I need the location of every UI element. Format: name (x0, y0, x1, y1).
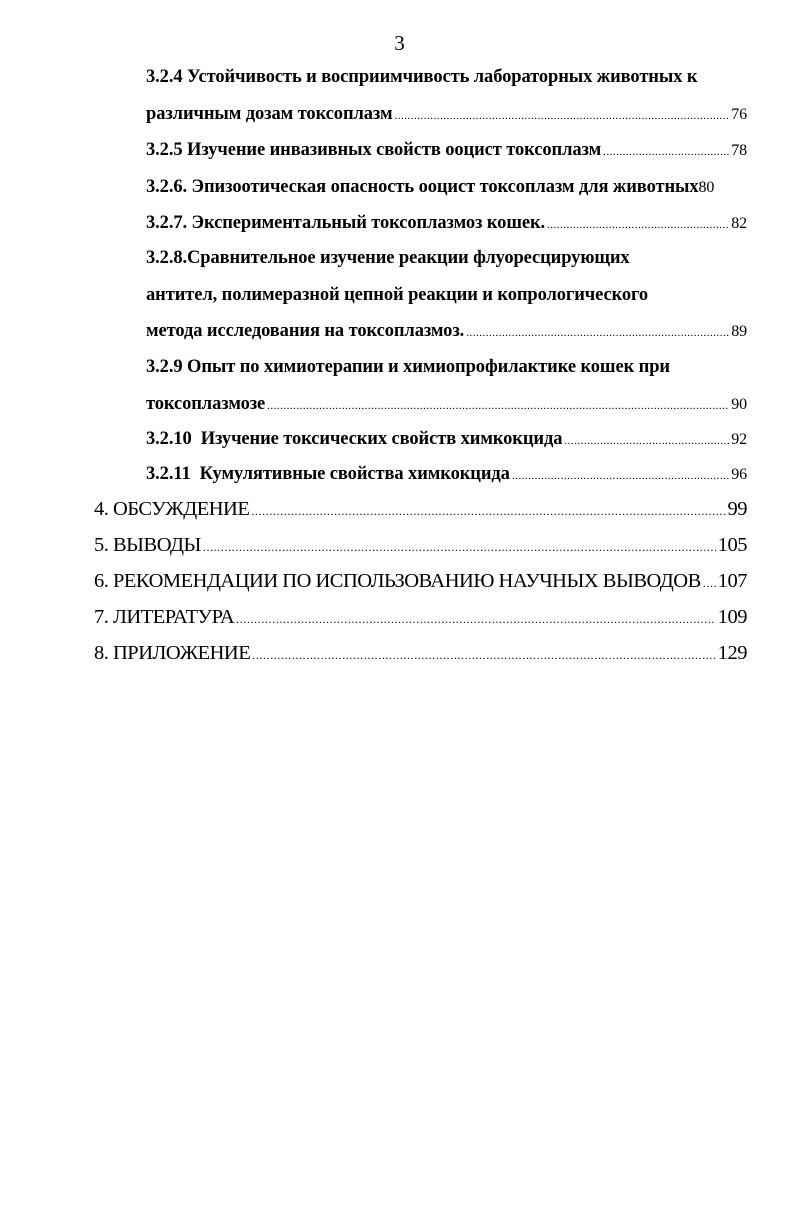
toc-entry-title: 3.2.6. Эпизоотическая опасность ооцист токсоплазм для животных (146, 177, 699, 197)
leader-dots (252, 640, 716, 670)
toc-entry-3-2-7[interactable] (146, 208, 747, 240)
toc-entry-page: 92 (731, 431, 747, 448)
toc-entry-title: 3.2.7. Экспериментальный токсоплазмоз кошек. (146, 213, 546, 233)
toc-entry-3-2-8[interactable] (146, 316, 747, 348)
leader-dots (236, 604, 716, 634)
toc-entry-4[interactable] (94, 494, 747, 526)
toc-entry-3-2-9-line1: 3.2.9 Опыт по химиотерапии и химиопрофилактике кошек при (146, 357, 670, 377)
leader-dots (564, 426, 729, 456)
toc-entry-page: 99 (727, 498, 747, 520)
toc-entry-title: 8. ПРИЛОЖЕНИЕ (94, 642, 251, 664)
toc-entry-title: 6. РЕКОМЕНДАЦИИ ПО ИСПОЛЬЗОВАНИЮ НАУЧНЫХ ВЫВОДОВ (94, 570, 701, 592)
toc-entry-title: 3.2.11 Кумулятивные свойства химкокцида (146, 464, 510, 484)
leader-dots (203, 532, 716, 562)
toc-entry-page: 96 (731, 466, 747, 483)
leader-dots (267, 391, 729, 421)
toc-entry-page: 78 (731, 142, 747, 159)
toc-entry-page: 82 (731, 215, 747, 232)
toc-entry-3-2-8-line1: 3.2.8.Сравнительное изучение реакции флуоресцирующих (146, 248, 630, 268)
leader-dots (395, 101, 730, 131)
toc-entry-3-2-10[interactable] (146, 424, 747, 456)
toc-entry-title: различным дозам токсоплазм (146, 104, 393, 124)
toc-entry-page: 76 (731, 106, 747, 123)
toc-entry-title: 7. ЛИТЕРАТУРА (94, 606, 235, 628)
toc-entry-3-2-8-line2: антител, полимеразной цепной реакции и копрологического (146, 285, 649, 305)
toc-entry-3-2-4-line1: 3.2.4 Устойчивость и восприимчивость лабораторных животных к (146, 67, 698, 87)
toc-entry-title: 5. ВЫВОДЫ (94, 534, 201, 556)
toc-entry-3-2-5[interactable] (146, 135, 747, 167)
leader-dots (251, 496, 725, 526)
toc-entry-page: 90 (731, 396, 747, 413)
page-number: 3 (394, 31, 405, 55)
toc-entry-title: 3.2.5 Изучение инвазивных свойств ооцист токсоплазм (146, 140, 602, 160)
toc-entry-page: 80 (698, 179, 715, 196)
toc-entry-3-2-9[interactable] (146, 389, 747, 421)
toc-entry-title: 3.2.10 Изучение токсических свойств химкокцида (146, 429, 563, 449)
toc-entry-title: 4. ОБСУЖДЕНИЕ (94, 498, 250, 520)
toc-entry-8[interactable] (94, 638, 747, 670)
toc-entry-6[interactable] (94, 566, 747, 598)
toc-entry-5[interactable] (94, 530, 747, 562)
leader-dots (703, 568, 716, 598)
toc-entry-3-2-4[interactable] (146, 99, 747, 131)
leader-dots (603, 137, 729, 167)
toc-entry-page: 107 (717, 570, 747, 592)
leader-dots (512, 461, 729, 491)
leader-dots (547, 210, 729, 240)
leader-dots (466, 318, 729, 348)
toc-entry-title: метода исследования на токсоплазмоз. (146, 321, 465, 341)
toc-entry-title: токсоплазмозе (146, 394, 266, 414)
toc-entry-page: 109 (717, 606, 747, 628)
toc-entry-page: 89 (731, 323, 747, 340)
toc-entry-3-2-11[interactable] (146, 459, 747, 491)
toc-entry-7[interactable] (94, 602, 747, 634)
toc-entry-3-2-6[interactable] (146, 172, 756, 203)
toc-entry-page: 105 (717, 534, 747, 556)
toc-entry-page: 129 (717, 642, 747, 664)
